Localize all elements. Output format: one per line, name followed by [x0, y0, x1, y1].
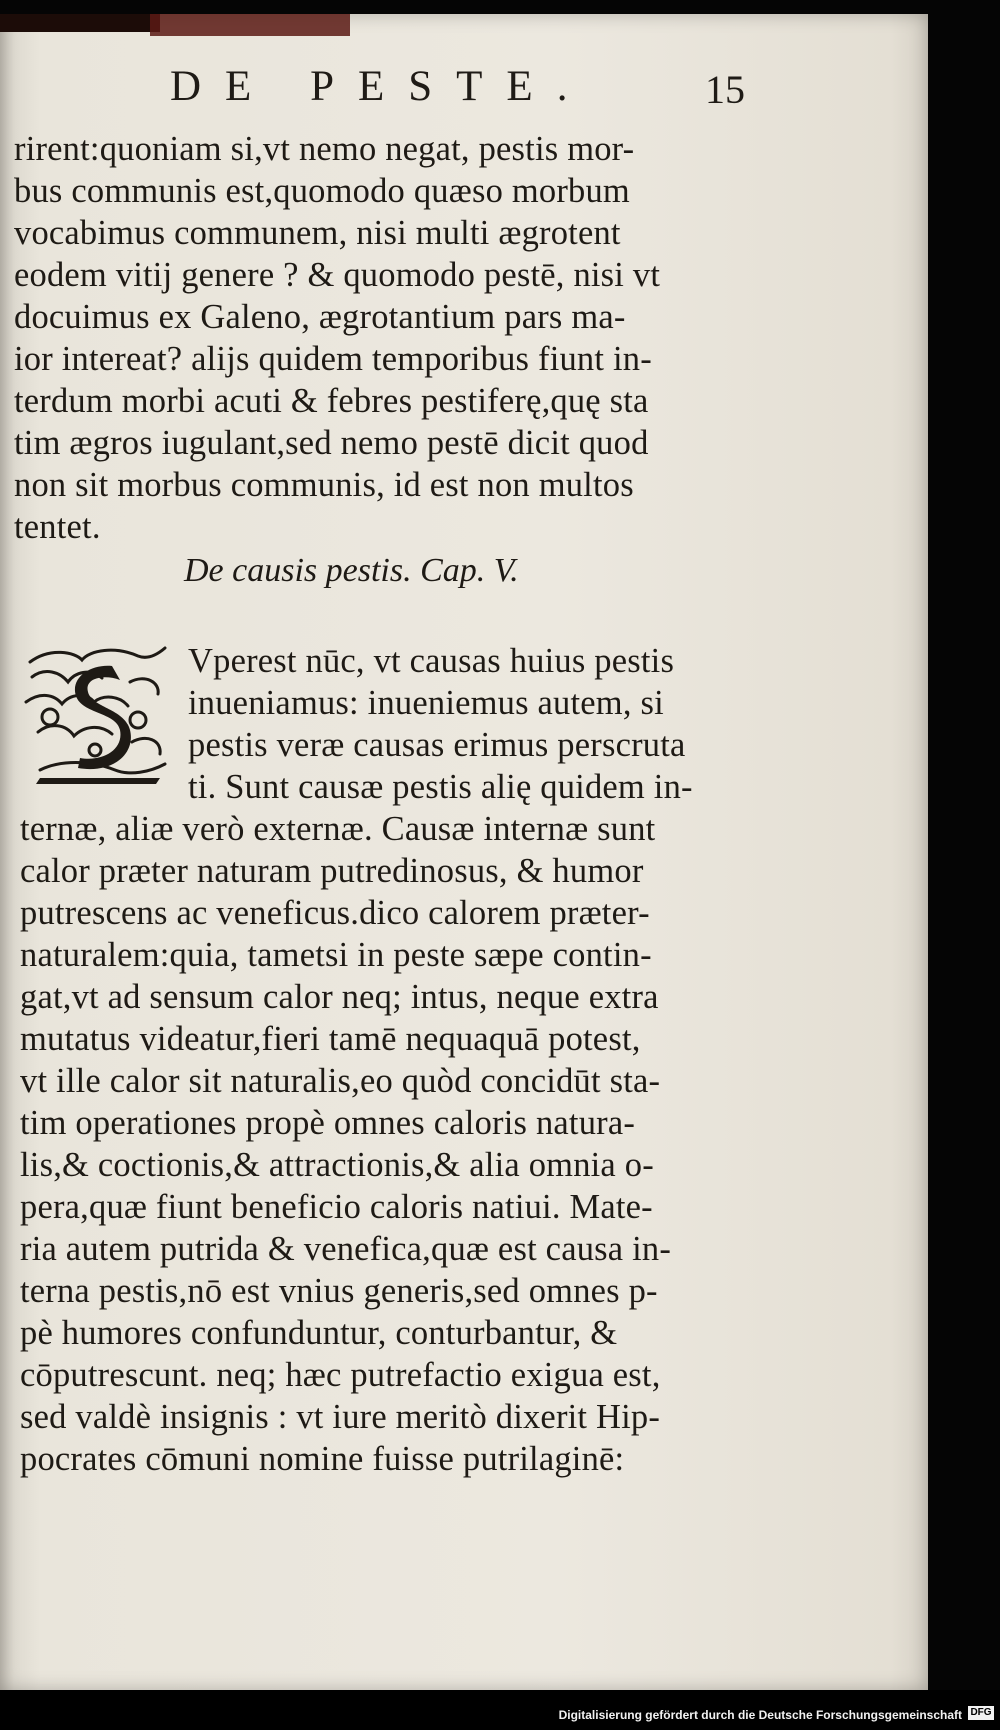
- text-line: non sit morbus communis, id est non multos: [14, 466, 634, 504]
- text-line: docuimus ex Galeno, ægrotantium pars ma-: [14, 298, 626, 336]
- text-line: vt ille calor sit naturalis,eo quòd concidūt sta-: [20, 1062, 661, 1100]
- text-line: terna pestis,nō est vnius generis,sed omnes p-: [20, 1272, 658, 1310]
- text-line: ria autem putrida & venefica,quæ est causa in-: [20, 1230, 672, 1268]
- text-line: ternæ, aliæ verò externæ. Causæ internæ sunt: [20, 810, 656, 848]
- text-line: putrescens ac veneficus.dico calorem præter-: [20, 894, 650, 932]
- text-line: pè humores confunduntur, conturbantur, &: [20, 1314, 618, 1352]
- text-line: tentet.: [14, 508, 101, 546]
- text-line: sed valdè insignis : vt iure meritò dixerit Hip-: [20, 1398, 661, 1436]
- chapter-heading: De causis pestis. Cap. V.: [184, 552, 519, 589]
- text-line: rirent:quoniam si,vt nemo negat, pestis mor-: [14, 130, 635, 168]
- text-line: pocrates cōmuni nomine fuisse putrilaginē:: [20, 1440, 625, 1478]
- text-line: calor præter naturam putredinosus, & humor: [20, 852, 644, 890]
- text-line: gat,vt ad sensum calor neq; intus, neque extra: [20, 978, 659, 1016]
- text-line: naturalem:quia, tametsi in peste sæpe contin-: [20, 936, 652, 974]
- text-line: terdum morbi acuti & febres pestiferę,quę sta: [14, 382, 649, 420]
- text-line: lis,& coctionis,& attractionis,& alia omnia o-: [20, 1146, 654, 1184]
- funding-credit: Digitalisierung gefördert durch die Deutsche Forschungsgemeinschaft: [558, 1708, 962, 1722]
- text-line: ior intereat? alijs quidem temporibus fiunt in-: [14, 340, 652, 378]
- running-head: DE PESTE.: [170, 63, 592, 110]
- text-line: bus communis est,quomodo quæso morbum: [14, 172, 630, 210]
- text-line: tim ægros iugulant,sed nemo pestē dicit quod: [14, 424, 649, 462]
- text-line: tim operationes propè omnes caloris natura-: [20, 1104, 636, 1142]
- page-number: 15: [705, 67, 745, 112]
- text-line: pera,quæ fiunt beneficio caloris natiui. Mate-: [20, 1188, 653, 1226]
- text-line: Vperest nūc, vt causas huius pestis: [188, 642, 675, 680]
- page-edge-binding: [150, 14, 350, 36]
- text-line: eodem vitij genere ? & quomodo pestē, nisi vt: [14, 256, 661, 294]
- text-line: inueniamus: inueniemus autem, si: [188, 684, 664, 722]
- text-line: mutatus videatur,fieri tamē nequaquā potest,: [20, 1020, 641, 1058]
- text-line: ti. Sunt causæ pestis alię quidem in-: [188, 768, 693, 806]
- page-edge-shadow: [0, 14, 160, 32]
- ornamental-drop-cap: [20, 642, 170, 787]
- text-line: pestis veræ causas erimus perscruta: [188, 726, 686, 764]
- dfg-logo: DFG: [968, 1706, 994, 1720]
- text-line: cōputrescunt. neq; hæc putrefactio exigua est,: [20, 1356, 661, 1394]
- text-line: vocabimus communem, nisi multi ægrotent: [14, 214, 621, 252]
- book-page: [0, 14, 928, 1690]
